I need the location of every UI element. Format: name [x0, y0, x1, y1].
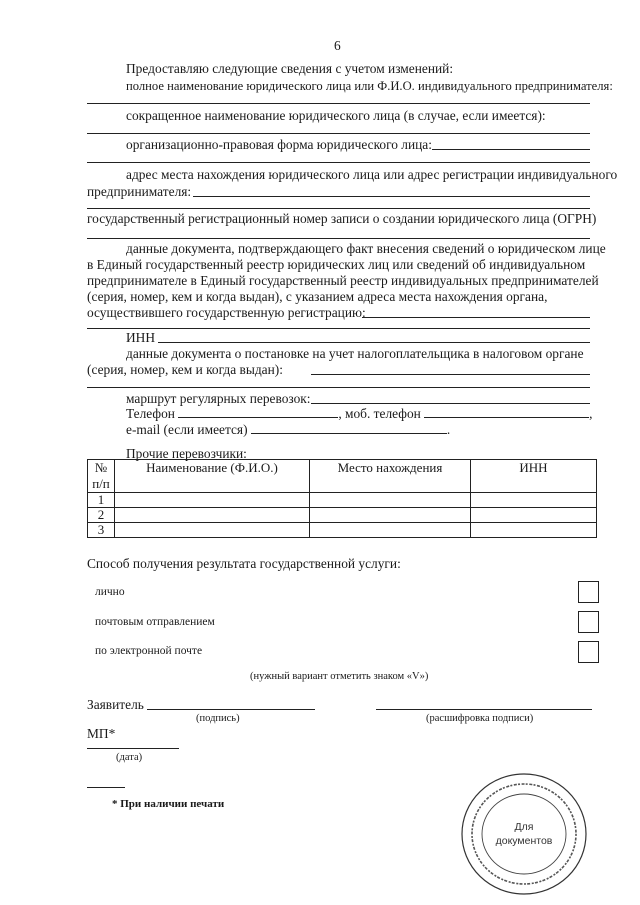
delivery-option-label-email: по электронной почте	[95, 645, 203, 657]
email-field[interactable]	[251, 422, 447, 434]
phone-label: Телефон	[126, 406, 175, 421]
header-name: Наименование (Ф.И.О.)	[115, 460, 310, 493]
inn-label: ИНН	[126, 330, 156, 345]
short-name-field[interactable]	[87, 133, 590, 134]
date-caption: (дата)	[116, 752, 143, 763]
row-location-cell[interactable]	[310, 493, 471, 508]
row-inn-cell[interactable]	[471, 523, 597, 538]
carriers-table	[87, 459, 597, 538]
address-field-line2[interactable]	[87, 208, 590, 209]
tax-doc-field-line2[interactable]	[87, 387, 590, 388]
route-label: маршрут регулярных перевозок:	[126, 391, 311, 406]
official-stamp	[457, 770, 591, 898]
footnote-text: * При наличии печати	[112, 798, 225, 810]
address-field[interactable]	[193, 196, 590, 197]
table-row	[88, 508, 597, 523]
registry-doc-line3: предпринимателе в Единый государственный реестр индивидуальных предпринимателей	[87, 273, 599, 288]
registry-doc-line4: (серия, номер, кем и когда выдан), с указанием адреса места нахождения органа,	[87, 289, 548, 304]
row-name-cell[interactable]	[115, 493, 310, 508]
email-period: .	[446, 422, 451, 437]
date-field[interactable]	[87, 748, 179, 749]
registry-doc-field[interactable]	[362, 317, 590, 318]
delivery-checkbox-post[interactable]	[578, 611, 599, 633]
signature-decode-field[interactable]	[376, 709, 592, 710]
row-location-cell[interactable]	[310, 523, 471, 538]
legal-form-field-line2[interactable]	[87, 162, 590, 163]
ogrn-field[interactable]	[87, 238, 590, 239]
stamp-outer-ring	[462, 774, 586, 894]
delivery-checkbox-in-person[interactable]	[578, 581, 599, 603]
address-label-line2: предпринимателя:	[87, 184, 192, 199]
registry-doc-line1: данные документа, подтверждающего факт внесения сведений о юридическом лице	[126, 241, 606, 256]
phone-row	[126, 406, 593, 422]
header-inn: ИНН	[471, 460, 597, 493]
delivery-checkbox-email[interactable]	[578, 641, 599, 663]
email-label: e-mail (если имеется)	[126, 422, 248, 437]
row-name-cell[interactable]	[115, 523, 310, 538]
tax-doc-line1: данные документа о постановке на учет налогоплательщика в налоговом органе	[126, 346, 584, 361]
row-number: 3	[88, 523, 115, 538]
email-row	[126, 422, 450, 438]
tax-doc-field[interactable]	[311, 374, 590, 375]
row-name-cell[interactable]	[115, 508, 310, 523]
carriers-header-row	[88, 460, 597, 493]
full-name-field[interactable]	[87, 103, 590, 104]
registry-doc-line2: в Единый государственный реестр юридических лиц или сведений об индивидуальном	[87, 257, 586, 272]
phone-field[interactable]	[178, 406, 338, 418]
stamp-ring-lettering	[472, 784, 576, 884]
delivery-option-label-post: почтовым отправлением	[95, 616, 215, 628]
registry-doc-line5: осуществившего государственную регистрацию:	[87, 305, 366, 320]
row-number: 1	[88, 493, 115, 508]
footnote-divider	[87, 787, 125, 788]
stamp-center-line2: документов	[495, 835, 553, 847]
intro-text: Предоставляю следующие сведения с учетом изменений:	[126, 61, 454, 76]
address-label-line1: адрес места нахождения юридического лица или адрес регистрации индивидуального	[126, 167, 618, 182]
short-name-label: сокращенное наименование юридического лица (в случае, если имеется):	[126, 108, 546, 123]
row-location-cell[interactable]	[310, 508, 471, 523]
inn-field[interactable]	[158, 342, 590, 343]
legal-form-label: организационно-правовая форма юридического лица:	[126, 137, 432, 152]
header-location: Место нахождения	[310, 460, 471, 493]
ogrn-label: государственный регистрационный номер записи о создании юридического лица (ОГРН)	[87, 211, 597, 226]
stamp-inner-ring	[482, 794, 566, 874]
carriers-caption: Прочие перевозчики:	[126, 446, 247, 461]
mobile-field[interactable]	[424, 406, 589, 418]
table-row	[88, 523, 597, 538]
delivery-option-label-in-person: лично	[95, 586, 125, 598]
seal-label: МП*	[87, 726, 116, 741]
phone-comma: ,	[589, 406, 593, 421]
page-number: 6	[334, 38, 341, 53]
row-inn-cell[interactable]	[471, 508, 597, 523]
registry-doc-field-line2[interactable]	[87, 328, 590, 329]
header-number: № п/п	[88, 460, 115, 493]
full-name-label: полное наименование юридического лица или Ф.И.О. индивидуального предпринимателя:	[126, 79, 613, 93]
table-row	[88, 493, 597, 508]
tax-doc-line2: (серия, номер, кем и когда выдан):	[87, 362, 283, 377]
row-inn-cell[interactable]	[471, 493, 597, 508]
row-number: 2	[88, 508, 115, 523]
signature-caption: (подпись)	[196, 713, 240, 724]
delivery-hint: (нужный вариант отметить знаком «V»)	[250, 671, 429, 682]
mobile-label: , моб. телефон	[338, 406, 421, 421]
route-field[interactable]	[311, 403, 590, 404]
decode-caption: (расшифровка подписи)	[426, 713, 534, 724]
signature-field[interactable]	[147, 709, 315, 710]
delivery-title: Способ получения результата государственной услуги:	[87, 556, 401, 571]
legal-form-field[interactable]	[432, 149, 590, 150]
applicant-label: Заявитель	[87, 697, 144, 712]
stamp-center-line1: Для	[514, 821, 534, 833]
